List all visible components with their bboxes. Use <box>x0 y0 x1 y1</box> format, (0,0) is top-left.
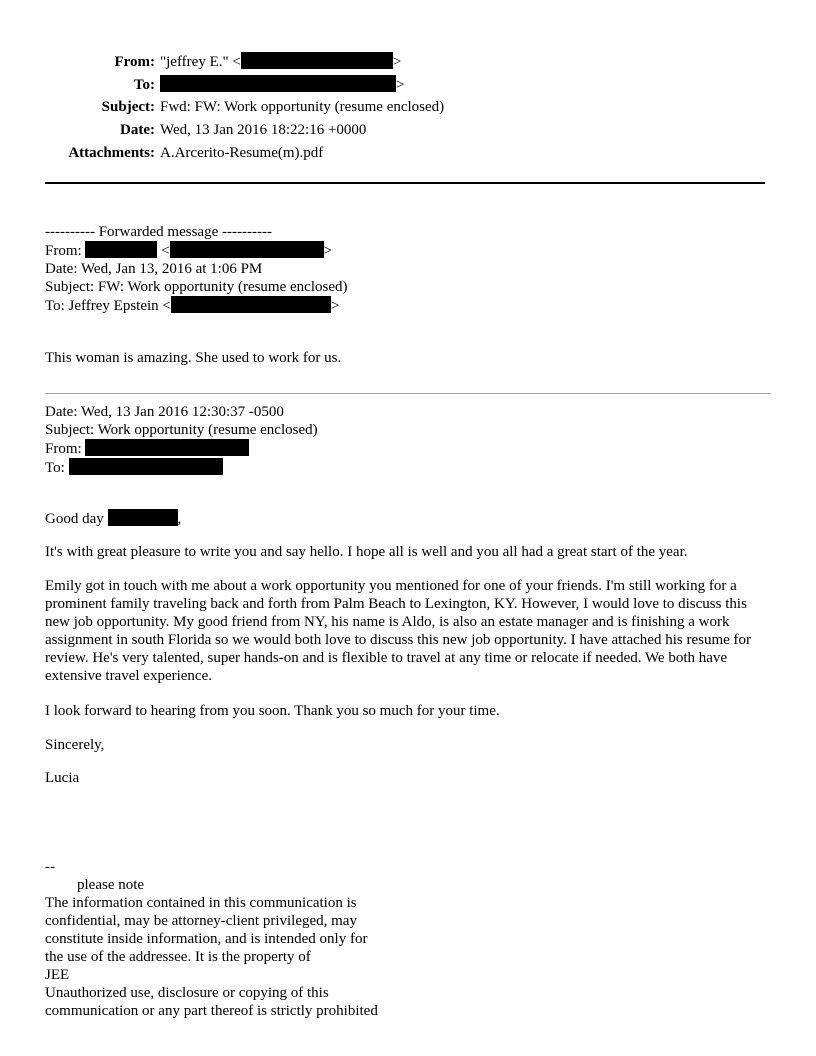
redaction <box>170 241 324 258</box>
forwarded-from-bracket-end: > <box>323 243 333 259</box>
header-attachments-row <box>0 144 700 167</box>
subject-label: Subject: <box>101 99 155 115</box>
header-to-row <box>0 75 700 98</box>
quote-divider <box>45 393 771 394</box>
forwarded-from <box>45 241 347 260</box>
forwarded-banner: ---------- Forwarded message ---------- <box>45 224 272 240</box>
original-to <box>45 458 318 477</box>
footer-note-title: please note <box>77 877 145 893</box>
to-label: To: <box>133 77 155 93</box>
redaction <box>85 241 157 258</box>
signature: Lucia <box>45 770 80 786</box>
to-value <box>160 75 700 94</box>
greeting-comma: , <box>177 511 182 527</box>
forwarded-from-label: From: <box>45 243 82 259</box>
original-from-label: From: <box>45 441 82 457</box>
attachments-label: Attachments: <box>68 145 155 161</box>
original-from <box>45 439 318 458</box>
redaction <box>171 296 331 313</box>
forwarded-to-bracket: > <box>330 298 340 314</box>
footer-line: The information contained in this communication is <box>45 895 357 911</box>
from-value <box>160 52 700 71</box>
to-bracket: > <box>396 77 405 93</box>
attachment-file[interactable]: A.Arcerito-Resume(m).pdf <box>160 145 324 161</box>
subject-value: Fwd: FW: Work opportunity (resume enclosed) <box>160 99 445 115</box>
footer-dashes: -- <box>45 859 55 875</box>
forwarded-note: This woman is amazing. She used to work for us. <box>45 350 342 366</box>
original-block <box>45 403 318 477</box>
original-date: Date: Wed, 13 Jan 2016 12:30:37 -0500 <box>45 404 284 420</box>
original-subject: Subject: Work opportunity (resume enclosed) <box>45 422 318 438</box>
redaction <box>85 439 249 456</box>
greeting-text: Good day <box>45 511 104 527</box>
body-paragraph-2: Emily got in touch with me about a work opportunity you mentioned for one of your friends. I'm still working for a prominent family traveling back and forth from Palm Beach to Lexington, KY. However, I would love to discuss this new job opportunity. My good friend from NY, his name is Aldo, is also an estate manager and is finishing a work assignment in south Florida so we would both love to discuss this new job opportunity. I have attached his resume for review. He's very talented, super hands-on and is flexible to travel at any time or relocate if needed. We both have extensive travel experience. <box>45 578 752 684</box>
footer-line: Unauthorized use, disclosure or copying of this <box>45 985 329 1001</box>
redaction <box>160 75 396 92</box>
redaction <box>241 52 393 69</box>
footer-line: communication or any part thereof is strictly prohibited <box>45 1003 378 1019</box>
forwarded-to-name: To: Jeffrey Epstein < <box>45 298 171 314</box>
header-from-row <box>0 52 700 75</box>
footer-line: confidential, may be attorney-client privileged, may <box>45 913 357 929</box>
footer-line: the use of the addressee. It is the property of <box>45 949 311 965</box>
original-to-label: To: <box>45 460 65 476</box>
forwarded-to <box>45 296 347 315</box>
footer-line: JEE <box>45 967 70 983</box>
header-date-row <box>0 121 700 144</box>
forwarded-date: Date: Wed, Jan 13, 2016 at 1:06 PM <box>45 261 263 277</box>
date-label: Date: <box>120 122 155 138</box>
redaction <box>69 458 223 475</box>
body-paragraph-1: It's with great pleasure to write you and say hello. I hope all is well and you all had a great start of the year. <box>45 544 688 560</box>
closing: Sincerely, <box>45 737 105 753</box>
greeting <box>45 509 181 528</box>
footer-disclaimer <box>45 858 378 1020</box>
from-bracket: > <box>392 54 402 70</box>
redaction <box>108 509 178 526</box>
from-label: From: <box>114 54 155 70</box>
forwarded-subject: Subject: FW: Work opportunity (resume enclosed) <box>45 279 348 295</box>
date-value: Wed, 13 Jan 2016 18:22:16 +0000 <box>160 122 367 138</box>
email-header <box>0 52 700 167</box>
header-divider <box>45 182 765 184</box>
forwarded-block <box>45 223 347 315</box>
from-name: "jeffrey E." < <box>160 54 241 70</box>
footer-line: constitute inside information, and is intended only for <box>45 931 368 947</box>
header-subject-row <box>0 98 700 121</box>
forwarded-from-bracket: < <box>161 243 170 259</box>
body-paragraph-3: I look forward to hearing from you soon. Thank you so much for your time. <box>45 703 500 719</box>
